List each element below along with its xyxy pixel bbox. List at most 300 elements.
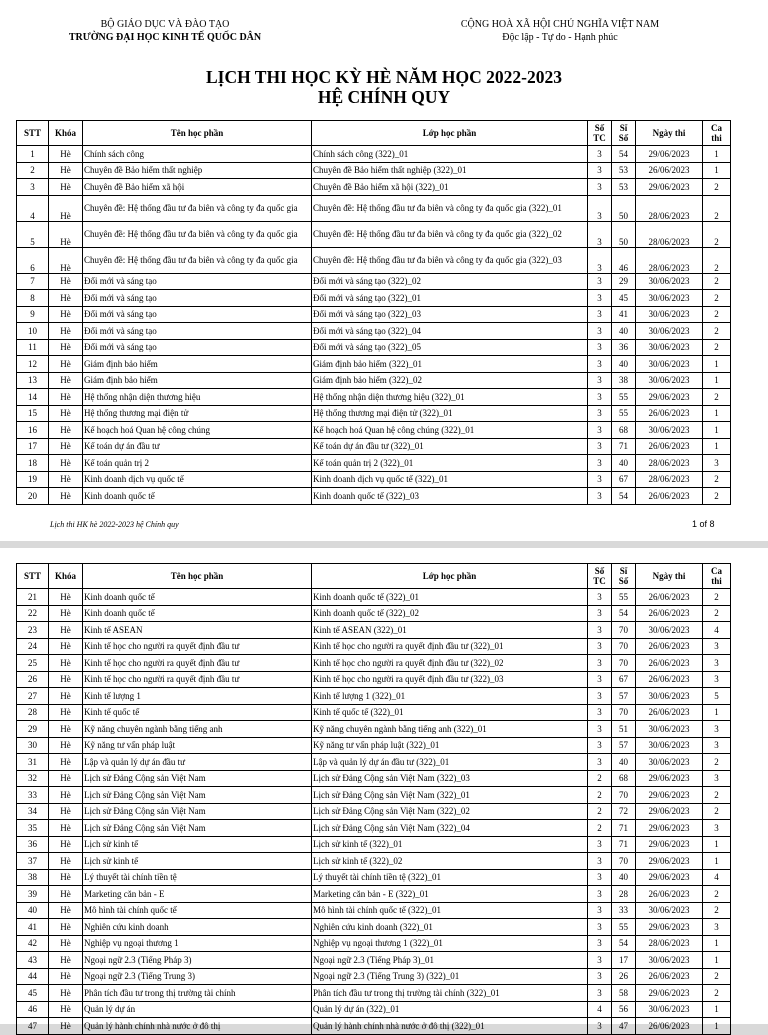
si-so-cell: 55 <box>612 589 636 606</box>
so-tc-cell: 2 <box>588 770 612 787</box>
ngay-thi-cell: 29/06/2023 <box>636 853 703 870</box>
table-row <box>17 290 731 307</box>
khoa-cell: Hè <box>49 372 83 389</box>
ca-thi-cell: 3 <box>703 671 731 688</box>
table-row <box>17 389 731 406</box>
so-tc-cell: 3 <box>588 935 612 952</box>
ten-hoc-phan-cell: Nghiên cứu kinh doanh <box>83 919 312 936</box>
si-so-cell: 29 <box>612 273 636 290</box>
stt-cell: 21 <box>17 589 49 606</box>
ten-hoc-phan-cell: Chuyên đề Bảo hiểm thất nghiệp <box>83 162 312 179</box>
ca-thi-cell: 2 <box>703 247 731 273</box>
ten-hoc-phan-cell: Giám định bảo hiểm <box>83 356 312 373</box>
so-tc-cell: 3 <box>588 488 612 505</box>
ten-hoc-phan-cell: Quản lý dự án <box>83 1001 312 1018</box>
ngay-thi-cell: 28/06/2023 <box>636 247 703 273</box>
table-row <box>17 655 731 672</box>
si-so-cell: 55 <box>612 919 636 936</box>
stt-cell: 33 <box>17 787 49 804</box>
table-row <box>17 688 731 705</box>
table-row <box>17 770 731 787</box>
ten-hoc-phan-cell: Nghiệp vụ ngoại thương 1 <box>83 935 312 952</box>
ngay-thi-cell: 28/06/2023 <box>636 935 703 952</box>
khoa-cell: Hè <box>49 323 83 340</box>
so-tc-cell: 3 <box>588 638 612 655</box>
si-so-cell: 33 <box>612 902 636 919</box>
ten-hoc-phan-cell: Lý thuyết tài chính tiền tệ <box>83 869 312 886</box>
ngay-thi-cell: 26/06/2023 <box>636 405 703 422</box>
si-so-cell: 71 <box>612 836 636 853</box>
ngay-thi-cell: 28/06/2023 <box>636 471 703 488</box>
si-so-cell: 57 <box>612 737 636 754</box>
national-header <box>450 18 670 44</box>
table-header-row <box>17 564 731 589</box>
khoa-cell: Hè <box>49 389 83 406</box>
khoa-cell: Hè <box>49 737 83 754</box>
stt-cell: 1 <box>17 146 49 163</box>
so-tc-cell: 3 <box>588 247 612 273</box>
ten-hoc-phan-cell: Đổi mới và sáng tạo <box>83 339 312 356</box>
col-header-ca-thi: Ca thi <box>703 564 731 589</box>
ngay-thi-cell: 26/06/2023 <box>636 162 703 179</box>
university-name: TRƯỜNG ĐẠI HỌC KINH TẾ QUỐC DÂN <box>68 32 262 43</box>
ca-thi-cell: 1 <box>703 356 731 373</box>
ca-thi-cell: 2 <box>703 389 731 406</box>
ca-thi-cell: 1 <box>703 422 731 439</box>
stt-cell: 23 <box>17 622 49 639</box>
table-row <box>17 704 731 721</box>
si-so-cell: 54 <box>612 488 636 505</box>
ngay-thi-cell: 26/06/2023 <box>636 1018 703 1035</box>
khoa-cell: Hè <box>49 985 83 1002</box>
si-so-cell: 36 <box>612 339 636 356</box>
ngay-thi-cell: 26/06/2023 <box>636 638 703 655</box>
si-so-cell: 70 <box>612 787 636 804</box>
khoa-cell: Hè <box>49 339 83 356</box>
khoa-cell: Hè <box>49 438 83 455</box>
ten-hoc-phan-cell: Quản lý hành chính nhà nước ở đô thị <box>83 1018 312 1035</box>
table-row <box>17 306 731 323</box>
so-tc-cell: 3 <box>588 162 612 179</box>
stt-cell: 41 <box>17 919 49 936</box>
khoa-cell: Hè <box>49 221 83 247</box>
col-header-si-so: Sĩ Số <box>612 121 636 146</box>
table-row <box>17 488 731 505</box>
lop-hoc-phan-cell: Đổi mới và sáng tạo (322)_01 <box>312 290 588 307</box>
khoa-cell: Hè <box>49 671 83 688</box>
lop-hoc-phan-cell: Chuyên đề: Hệ thống đầu tư đa biên và công ty đa quốc gia (322)_02 <box>312 221 588 247</box>
issuer-header <box>60 18 270 44</box>
si-so-cell: 47 <box>612 1018 636 1035</box>
ca-thi-cell: 2 <box>703 179 731 196</box>
si-so-cell: 54 <box>612 146 636 163</box>
ngay-thi-cell: 29/06/2023 <box>636 919 703 936</box>
si-so-cell: 70 <box>612 704 636 721</box>
col-header-khoa: Khóa <box>49 121 83 146</box>
stt-cell: 22 <box>17 605 49 622</box>
col-header-si-so: Sĩ Số <box>612 564 636 589</box>
lop-hoc-phan-cell: Chuyên đề Bảo hiểm xã hội (322)_01 <box>312 179 588 196</box>
so-tc-cell: 3 <box>588 952 612 969</box>
so-tc-cell: 3 <box>588 605 612 622</box>
ngay-thi-cell: 29/06/2023 <box>636 389 703 406</box>
table-row <box>17 836 731 853</box>
col-header-ca-thi: Ca thi <box>703 121 731 146</box>
stt-cell: 36 <box>17 836 49 853</box>
so-tc-cell: 2 <box>588 820 612 837</box>
ten-hoc-phan-cell: Kinh tế lượng 1 <box>83 688 312 705</box>
ten-hoc-phan-cell: Kế hoạch hoá Quan hệ công chúng <box>83 422 312 439</box>
stt-cell: 27 <box>17 688 49 705</box>
stt-cell: 44 <box>17 968 49 985</box>
lop-hoc-phan-cell: Kinh tế học cho người ra quyết định đầu tư (322)_01 <box>312 638 588 655</box>
khoa-cell: Hè <box>49 655 83 672</box>
ngay-thi-cell: 30/06/2023 <box>636 339 703 356</box>
khoa-cell: Hè <box>49 968 83 985</box>
si-so-cell: 70 <box>612 622 636 639</box>
stt-cell: 7 <box>17 273 49 290</box>
table-row <box>17 247 731 273</box>
khoa-cell: Hè <box>49 273 83 290</box>
lop-hoc-phan-cell: Marketing căn bản - E (322)_01 <box>312 886 588 903</box>
table-row <box>17 422 731 439</box>
col-header-ten-hoc-phan: Tên học phần <box>83 121 312 146</box>
so-tc-cell: 3 <box>588 146 612 163</box>
si-so-cell: 28 <box>612 886 636 903</box>
lop-hoc-phan-cell: Ngoại ngữ 2.3 (Tiếng Trung 3) (322)_01 <box>312 968 588 985</box>
stt-cell: 16 <box>17 422 49 439</box>
khoa-cell: Hè <box>49 455 83 472</box>
lop-hoc-phan-cell: Kinh doanh quốc tế (322)_02 <box>312 605 588 622</box>
ngay-thi-cell: 26/06/2023 <box>636 886 703 903</box>
lop-hoc-phan-cell: Kế toán quản trị 2 (322)_01 <box>312 455 588 472</box>
lop-hoc-phan-cell: Nghiên cứu kinh doanh (322)_01 <box>312 919 588 936</box>
si-so-cell: 70 <box>612 638 636 655</box>
stt-cell: 2 <box>17 162 49 179</box>
so-tc-cell: 3 <box>588 919 612 936</box>
stt-cell: 43 <box>17 952 49 969</box>
lop-hoc-phan-cell: Lịch sử kinh tế (322)_02 <box>312 853 588 870</box>
ngay-thi-cell: 30/06/2023 <box>636 754 703 771</box>
lop-hoc-phan-cell: Đổi mới và sáng tạo (322)_04 <box>312 323 588 340</box>
ten-hoc-phan-cell: Giám định bảo hiểm <box>83 372 312 389</box>
ngay-thi-cell: 26/06/2023 <box>636 968 703 985</box>
khoa-cell: Hè <box>49 787 83 804</box>
ten-hoc-phan-cell: Lập và quản lý dự án đầu tư <box>83 754 312 771</box>
ngay-thi-cell: 26/06/2023 <box>636 655 703 672</box>
stt-cell: 31 <box>17 754 49 771</box>
lop-hoc-phan-cell: Giám định bảo hiểm (322)_02 <box>312 372 588 389</box>
ten-hoc-phan-cell: Lịch sử Đảng Cộng sản Việt Nam <box>83 770 312 787</box>
so-tc-cell: 3 <box>588 968 612 985</box>
col-header-khoa: Khóa <box>49 564 83 589</box>
ca-thi-cell: 2 <box>703 589 731 606</box>
ca-thi-cell: 2 <box>703 803 731 820</box>
table-row <box>17 919 731 936</box>
table-row <box>17 968 731 985</box>
ngay-thi-cell: 29/06/2023 <box>636 869 703 886</box>
ca-thi-cell: 1 <box>703 438 731 455</box>
ngay-thi-cell: 30/06/2023 <box>636 622 703 639</box>
so-tc-cell: 4 <box>588 1001 612 1018</box>
ngay-thi-cell: 30/06/2023 <box>636 356 703 373</box>
ca-thi-cell: 1 <box>703 1001 731 1018</box>
khoa-cell: Hè <box>49 770 83 787</box>
khoa-cell: Hè <box>49 853 83 870</box>
ngay-thi-cell: 26/06/2023 <box>636 671 703 688</box>
ngay-thi-cell: 29/06/2023 <box>636 820 703 837</box>
ten-hoc-phan-cell: Hệ thống thương mại điện tử <box>83 405 312 422</box>
ca-thi-cell: 1 <box>703 162 731 179</box>
ngay-thi-cell: 26/06/2023 <box>636 704 703 721</box>
so-tc-cell: 3 <box>588 655 612 672</box>
si-so-cell: 50 <box>612 221 636 247</box>
table-row <box>17 372 731 389</box>
so-tc-cell: 3 <box>588 688 612 705</box>
ngay-thi-cell: 26/06/2023 <box>636 488 703 505</box>
table-row <box>17 221 731 247</box>
ngay-thi-cell: 29/06/2023 <box>636 836 703 853</box>
stt-cell: 32 <box>17 770 49 787</box>
ngay-thi-cell: 30/06/2023 <box>636 902 703 919</box>
table-row <box>17 438 731 455</box>
national-motto: Độc lập - Tự do - Hạnh phúc <box>502 32 618 43</box>
ten-hoc-phan-cell: Kỹ năng tư vấn pháp luật <box>83 737 312 754</box>
ngay-thi-cell: 30/06/2023 <box>636 372 703 389</box>
si-so-cell: 54 <box>612 605 636 622</box>
table-row <box>17 869 731 886</box>
so-tc-cell: 3 <box>588 721 612 738</box>
lop-hoc-phan-cell: Chuyên đề: Hệ thống đầu tư đa biên và công ty đa quốc gia (322)_03 <box>312 247 588 273</box>
si-so-cell: 68 <box>612 422 636 439</box>
khoa-cell: Hè <box>49 638 83 655</box>
ca-thi-cell: 4 <box>703 622 731 639</box>
si-so-cell: 57 <box>612 688 636 705</box>
khoa-cell: Hè <box>49 1001 83 1018</box>
ngay-thi-cell: 29/06/2023 <box>636 146 703 163</box>
ten-hoc-phan-cell: Lịch sử kinh tế <box>83 853 312 870</box>
so-tc-cell: 3 <box>588 869 612 886</box>
ca-thi-cell: 4 <box>703 869 731 886</box>
khoa-cell: Hè <box>49 754 83 771</box>
si-so-cell: 40 <box>612 754 636 771</box>
si-so-cell: 70 <box>612 853 636 870</box>
table-row <box>17 1001 731 1018</box>
khoa-cell: Hè <box>49 704 83 721</box>
khoa-cell: Hè <box>49 306 83 323</box>
stt-cell: 8 <box>17 290 49 307</box>
table-row <box>17 471 731 488</box>
ca-thi-cell: 2 <box>703 471 731 488</box>
lop-hoc-phan-cell: Kỹ năng chuyên ngành bằng tiếng anh (322)_01 <box>312 721 588 738</box>
ten-hoc-phan-cell: Kinh tế ASEAN <box>83 622 312 639</box>
ngay-thi-cell: 30/06/2023 <box>636 290 703 307</box>
stt-cell: 10 <box>17 323 49 340</box>
si-so-cell: 72 <box>612 803 636 820</box>
si-so-cell: 50 <box>612 195 636 221</box>
stt-cell: 40 <box>17 902 49 919</box>
so-tc-cell: 2 <box>588 787 612 804</box>
ca-thi-cell: 3 <box>703 820 731 837</box>
table-row <box>17 820 731 837</box>
khoa-cell: Hè <box>49 356 83 373</box>
table-row <box>17 671 731 688</box>
lop-hoc-phan-cell: Phân tích đầu tư trong thị trường tài chính (322)_01 <box>312 985 588 1002</box>
lop-hoc-phan-cell: Kinh tế lượng 1 (322)_01 <box>312 688 588 705</box>
ten-hoc-phan-cell: Hệ thống nhận diện thương hiệu <box>83 389 312 406</box>
ten-hoc-phan-cell: Kinh tế học cho người ra quyết định đầu tư <box>83 638 312 655</box>
lop-hoc-phan-cell: Chính sách công (322)_01 <box>312 146 588 163</box>
so-tc-cell: 3 <box>588 886 612 903</box>
ten-hoc-phan-cell: Kinh tế học cho người ra quyết định đầu tư <box>83 671 312 688</box>
lop-hoc-phan-cell: Kinh doanh dịch vụ quốc tế (322)_01 <box>312 471 588 488</box>
si-so-cell: 51 <box>612 721 636 738</box>
khoa-cell: Hè <box>49 162 83 179</box>
stt-cell: 14 <box>17 389 49 406</box>
khoa-cell: Hè <box>49 935 83 952</box>
si-so-cell: 17 <box>612 952 636 969</box>
ngay-thi-cell: 29/06/2023 <box>636 179 703 196</box>
lop-hoc-phan-cell: Hệ thống nhận diện thương hiệu (322)_01 <box>312 389 588 406</box>
table-row <box>17 985 731 1002</box>
table-row <box>17 952 731 969</box>
table-row <box>17 323 731 340</box>
si-so-cell: 54 <box>612 935 636 952</box>
stt-cell: 46 <box>17 1001 49 1018</box>
col-header-lop-hoc-phan: Lớp học phần <box>312 564 588 589</box>
si-so-cell: 53 <box>612 179 636 196</box>
ten-hoc-phan-cell: Lịch sử Đảng Cộng sản Việt Nam <box>83 820 312 837</box>
khoa-cell: Hè <box>49 803 83 820</box>
so-tc-cell: 3 <box>588 671 612 688</box>
ngay-thi-cell: 28/06/2023 <box>636 195 703 221</box>
so-tc-cell: 3 <box>588 589 612 606</box>
khoa-cell: Hè <box>49 589 83 606</box>
si-so-cell: 26 <box>612 968 636 985</box>
ten-hoc-phan-cell: Kế toán dự án đầu tư <box>83 438 312 455</box>
so-tc-cell: 3 <box>588 438 612 455</box>
si-so-cell: 38 <box>612 372 636 389</box>
ca-thi-cell: 2 <box>703 886 731 903</box>
ten-hoc-phan-cell: Đổi mới và sáng tạo <box>83 306 312 323</box>
document-title: LỊCH THI HỌC KỲ HÈ NĂM HỌC 2022-2023 <box>205 67 562 87</box>
table-row <box>17 737 731 754</box>
si-so-cell: 67 <box>612 671 636 688</box>
table-row <box>17 179 731 196</box>
si-so-cell: 68 <box>612 770 636 787</box>
khoa-cell: Hè <box>49 1018 83 1035</box>
col-header-so-tc: Số TC <box>588 121 612 146</box>
lop-hoc-phan-cell: Kế hoạch hoá Quan hệ công chúng (322)_01 <box>312 422 588 439</box>
lop-hoc-phan-cell: Quản lý dự án (322)_01 <box>312 1001 588 1018</box>
si-so-cell: 40 <box>612 356 636 373</box>
ca-thi-cell: 1 <box>703 1018 731 1035</box>
so-tc-cell: 3 <box>588 836 612 853</box>
ngay-thi-cell: 30/06/2023 <box>636 1001 703 1018</box>
ca-thi-cell: 2 <box>703 985 731 1002</box>
document-subtitle: HỆ CHÍNH QUY <box>317 87 451 107</box>
ten-hoc-phan-cell: Kinh doanh dịch vụ quốc tế <box>83 471 312 488</box>
ca-thi-cell: 2 <box>703 339 731 356</box>
lop-hoc-phan-cell: Kế toán dự án đầu tư (322)_01 <box>312 438 588 455</box>
stt-cell: 37 <box>17 853 49 870</box>
stt-cell: 5 <box>17 221 49 247</box>
col-header-so-tc: Số TC <box>588 564 612 589</box>
lop-hoc-phan-cell: Đổi mới và sáng tạo (322)_03 <box>312 306 588 323</box>
exam-schedule-table <box>16 120 731 505</box>
so-tc-cell: 3 <box>588 389 612 406</box>
ngay-thi-cell: 30/06/2023 <box>636 273 703 290</box>
khoa-cell: Hè <box>49 721 83 738</box>
so-tc-cell: 3 <box>588 471 612 488</box>
lop-hoc-phan-cell: Kinh doanh quốc tế (322)_01 <box>312 589 588 606</box>
ca-thi-cell: 3 <box>703 638 731 655</box>
lop-hoc-phan-cell: Lịch sử Đảng Cộng sản Việt Nam (322)_02 <box>312 803 588 820</box>
ten-hoc-phan-cell: Phân tích đầu tư trong thị trường tài chính <box>83 985 312 1002</box>
si-so-cell: 71 <box>612 820 636 837</box>
ten-hoc-phan-cell: Lịch sử Đảng Cộng sản Việt Nam <box>83 787 312 804</box>
si-so-cell: 67 <box>612 471 636 488</box>
stt-cell: 39 <box>17 886 49 903</box>
ngay-thi-cell: 26/06/2023 <box>636 589 703 606</box>
ten-hoc-phan-cell: Mô hình tài chính quốc tế <box>83 902 312 919</box>
ngay-thi-cell: 30/06/2023 <box>636 952 703 969</box>
table-row <box>17 886 731 903</box>
khoa-cell: Hè <box>49 919 83 936</box>
ngay-thi-cell: 26/06/2023 <box>636 438 703 455</box>
stt-cell: 35 <box>17 820 49 837</box>
ngay-thi-cell: 30/06/2023 <box>636 721 703 738</box>
stt-cell: 15 <box>17 405 49 422</box>
table-row <box>17 605 731 622</box>
ca-thi-cell: 2 <box>703 323 731 340</box>
ten-hoc-phan-cell: Kinh tế học cho người ra quyết định đầu tư <box>83 655 312 672</box>
si-so-cell: 70 <box>612 655 636 672</box>
ngay-thi-cell: 30/06/2023 <box>636 737 703 754</box>
khoa-cell: Hè <box>49 422 83 439</box>
lop-hoc-phan-cell: Chuyên đề Bảo hiểm thất nghiệp (322)_01 <box>312 162 588 179</box>
stt-cell: 26 <box>17 671 49 688</box>
lop-hoc-phan-cell: Đổi mới và sáng tạo (322)_02 <box>312 273 588 290</box>
ca-thi-cell: 1 <box>703 836 731 853</box>
ca-thi-cell: 3 <box>703 919 731 936</box>
so-tc-cell: 3 <box>588 323 612 340</box>
lop-hoc-phan-cell: Lý thuyết tài chính tiền tệ (322)_01 <box>312 869 588 886</box>
ca-thi-cell: 1 <box>703 704 731 721</box>
stt-cell: 34 <box>17 803 49 820</box>
si-so-cell: 40 <box>612 869 636 886</box>
exam-schedule-table <box>16 563 731 1035</box>
ngay-thi-cell: 26/06/2023 <box>636 605 703 622</box>
si-so-cell: 40 <box>612 455 636 472</box>
lop-hoc-phan-cell: Kinh tế ASEAN (322)_01 <box>312 622 588 639</box>
ten-hoc-phan-cell: Chuyên đề Bảo hiểm xã hội <box>83 179 312 196</box>
ten-hoc-phan-cell: Marketing căn bản - E <box>83 886 312 903</box>
table-row <box>17 356 731 373</box>
table-row <box>17 787 731 804</box>
khoa-cell: Hè <box>49 488 83 505</box>
ca-thi-cell: 3 <box>703 455 731 472</box>
khoa-cell: Hè <box>49 622 83 639</box>
ngay-thi-cell: 30/06/2023 <box>636 306 703 323</box>
so-tc-cell: 3 <box>588 179 612 196</box>
si-so-cell: 40 <box>612 323 636 340</box>
ngay-thi-cell: 28/06/2023 <box>636 455 703 472</box>
ten-hoc-phan-cell: Kinh tế quốc tế <box>83 704 312 721</box>
ca-thi-cell: 2 <box>703 605 731 622</box>
ca-thi-cell: 1 <box>703 146 731 163</box>
so-tc-cell: 3 <box>588 372 612 389</box>
